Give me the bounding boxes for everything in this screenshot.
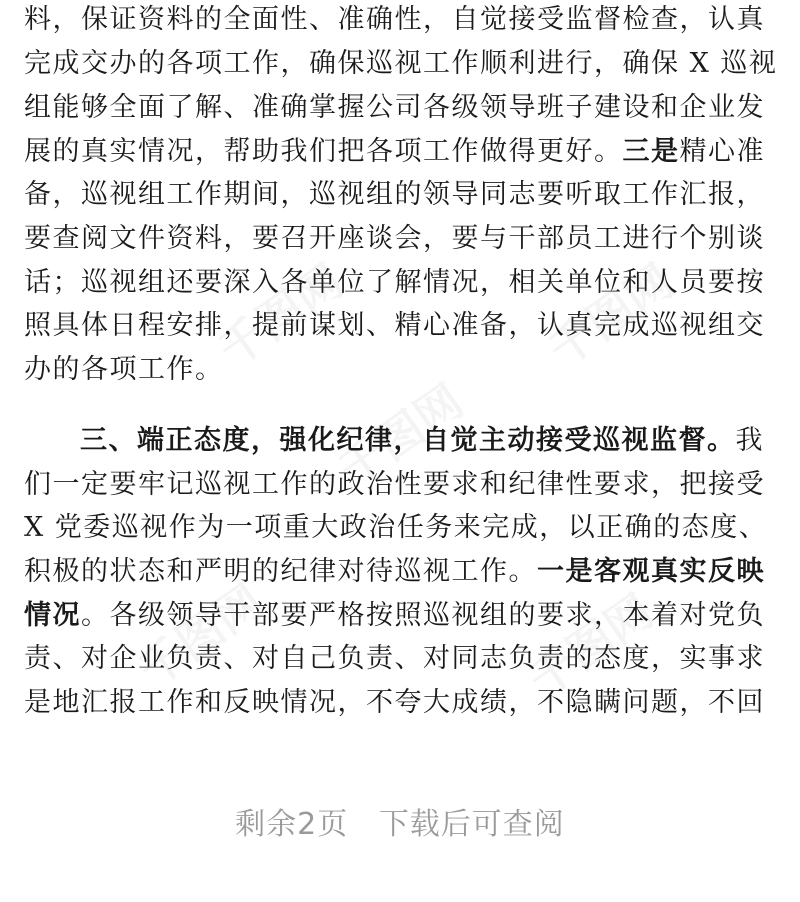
text-line [24, 552, 765, 592]
body-text: X 党委巡视作为一项重大政治任务来完成，以正确的态度、 [24, 512, 768, 543]
body-text: 们一定要牢记巡视工作的政治性要求和纪律性要求，把接受 [24, 469, 765, 500]
text-line [24, 639, 765, 679]
body-text: 话；巡视组还要深入各单位了解情况，相关单位和人员要按 [24, 267, 765, 298]
text-line [24, 175, 765, 215]
text-line [24, 306, 765, 346]
download-to-view-text: 下载后可查阅 [378, 807, 565, 842]
bold-text: 一是客观真实反映 [537, 556, 765, 587]
bold-text: 三是 [622, 136, 680, 167]
body-text: 精心准 [679, 136, 765, 167]
text-line [24, 508, 767, 548]
body-text: 办的各项工作。 [24, 354, 224, 385]
body-text: 积极的状态和严明的纪律对待巡视工作。 [24, 556, 537, 587]
download-prompt[interactable] [0, 800, 800, 850]
text-line [24, 596, 765, 636]
body-text: 要查阅文件资料，要召开座谈会，要与干部员工进行个别谈 [24, 223, 765, 254]
body-text: 我 [735, 425, 764, 456]
body-text: 备，巡视组工作期间，巡视组的领导同志要听取工作汇报， [24, 179, 765, 210]
body-text: 照具体日程安排，提前谋划、精心准备，认真完成巡视组交 [24, 310, 765, 341]
text-line [24, 0, 765, 40]
text-line [24, 88, 765, 128]
text-line [24, 263, 765, 303]
body-text: 组能够全面了解、准确掌握公司各级领导班子建设和企业发 [24, 92, 765, 123]
body-text: 是地汇报工作和反映情况，不夸大成绩，不隐瞒问题，不回 [24, 687, 765, 718]
text-line [24, 219, 765, 259]
body-text: 责、对企业负责、对自己负责、对同志负责的态度，实事求 [24, 643, 765, 674]
body-text: 料，保证资料的全面性、准确性，自觉接受监督检查，认真 [24, 4, 765, 35]
text-line [80, 421, 764, 461]
text-line [24, 44, 777, 84]
text-line [24, 683, 765, 723]
text-line [24, 132, 765, 172]
text-line [24, 465, 765, 505]
bold-text: 三、端正态度，强化纪律，自觉主动接受巡视监督。 [80, 425, 736, 456]
body-text: 。各级领导干部要严格按照巡视组的要求，本着对党负 [81, 600, 765, 631]
body-text: 展的真实情况，帮助我们把各项工作做得更好。 [24, 136, 623, 167]
body-text: 完成交办的各项工作，确保巡视工作顺利进行，确保 X 巡视 [24, 48, 778, 79]
text-line [24, 350, 224, 390]
bold-text: 情况 [24, 600, 81, 631]
remaining-pages-text: 剩余2页 [235, 807, 349, 842]
